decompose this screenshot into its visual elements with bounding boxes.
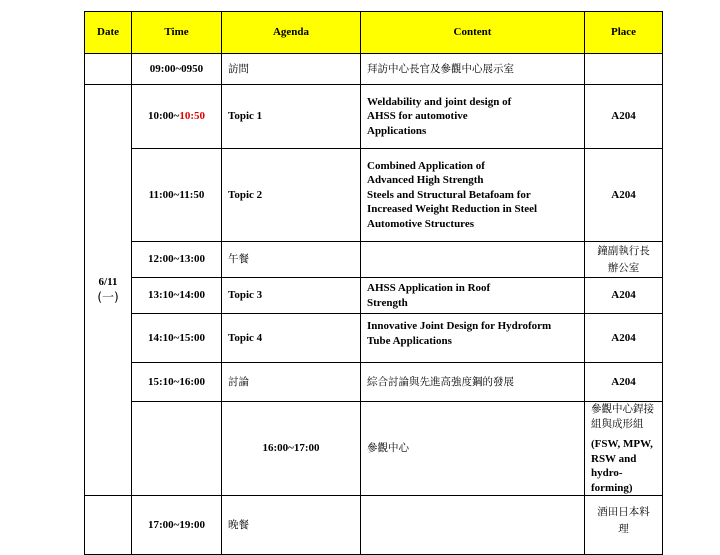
place-line: 辦公室 (607, 261, 640, 274)
table-row (85, 242, 663, 278)
place-cell: A204 (585, 314, 663, 363)
content-cell: 拜訪中心長官及參觀中心展示室 (367, 62, 514, 75)
schedule-table (84, 11, 663, 555)
content-line: AHSS Application in Roof (367, 282, 491, 294)
time-cell: 16:00~17:00 (222, 402, 361, 496)
date-cell (85, 85, 132, 496)
place-line: 理 (618, 523, 629, 535)
time-cell: 11:00~11:50 (132, 149, 222, 242)
place-cell: A204 (585, 85, 663, 149)
header-content: Content (361, 12, 585, 54)
header-agenda: Agenda (222, 12, 361, 54)
table-row (85, 314, 663, 363)
table-row (85, 278, 663, 314)
time-cell: 12:00~13:00 (132, 242, 222, 278)
place-cell (585, 54, 663, 85)
time-cell: 15:10~16:00 (132, 363, 222, 402)
agenda-cell: Topic 1 (222, 85, 361, 149)
content-line: Applications (367, 124, 427, 137)
time-start: 10:00~ (147, 110, 180, 123)
content-line: Tube Applications (367, 334, 452, 347)
place-cell: A204 (585, 278, 663, 314)
content-line: Weldability and joint design of (367, 95, 512, 108)
date-label: 6/11 (98, 276, 118, 288)
table-row (85, 149, 663, 242)
place-line: 酒田日本料 (597, 506, 650, 518)
time-cell: 14:10~15:00 (132, 314, 222, 363)
date-cell-empty (85, 496, 132, 555)
place-cell: A204 (585, 149, 663, 242)
content-line: Steels and Structural Betafoam for (367, 188, 531, 201)
agenda-cell: 午餐 (228, 253, 249, 266)
time-cell: 13:10~14:00 (132, 278, 222, 314)
content-line: Automotive Structures (367, 217, 475, 230)
table-row (85, 363, 663, 402)
agenda-cell: Topic 3 (222, 278, 361, 314)
agenda-cell: 訪問 (228, 62, 249, 75)
content-line: (FSW, MPW, RSW and hydro-forming) (591, 438, 653, 494)
time-cell: 17:00~19:00 (132, 496, 222, 555)
header-date: Date (85, 12, 132, 54)
agenda-cell: Topic 4 (222, 314, 361, 363)
table-row (85, 54, 663, 85)
time-end-highlight: 10:50 (179, 110, 206, 123)
date-cell-empty (85, 54, 132, 85)
table-row (85, 496, 663, 555)
table-row (85, 85, 663, 149)
content-cell (361, 149, 585, 242)
content-line: Strength (367, 296, 408, 309)
place-line: 鐘副執行長 (597, 244, 650, 257)
content-cell (361, 314, 585, 363)
agenda-cell: 討論 (228, 375, 249, 388)
agenda-cell: 晚餐 (228, 518, 249, 531)
time-cell: 09:00~0950 (132, 54, 222, 85)
weekday-label: (一) (97, 289, 119, 304)
header-time: Time (132, 12, 222, 54)
content-line: 參觀中心銲接組與成形組 (591, 403, 654, 430)
agenda-cell: Topic 2 (222, 149, 361, 242)
content-cell (361, 278, 585, 314)
content-cell: 綜合討論與先進高強度鋼的發展 (367, 375, 514, 388)
place-cell: A204 (585, 363, 663, 402)
place-cell (585, 496, 663, 555)
content-line: AHSS for automotive (367, 110, 468, 123)
content-cell-empty (361, 242, 585, 278)
place-cell (585, 242, 663, 278)
content-line: Combined Application of (367, 159, 485, 172)
table-row (85, 402, 663, 496)
header-place: Place (585, 12, 663, 54)
content-line: Increased Weight Reduction in Steel (367, 203, 538, 216)
time-cell (132, 85, 222, 149)
content-cell-empty (361, 496, 585, 555)
agenda-cell: 參觀中心 (367, 442, 409, 455)
header-row (85, 12, 663, 54)
content-cell (585, 402, 663, 496)
content-line: Innovative Joint Design for Hydroform (367, 320, 552, 332)
content-cell (361, 85, 585, 149)
date-cell-empty (132, 402, 222, 496)
content-line: Advanced High Strength (367, 174, 484, 187)
